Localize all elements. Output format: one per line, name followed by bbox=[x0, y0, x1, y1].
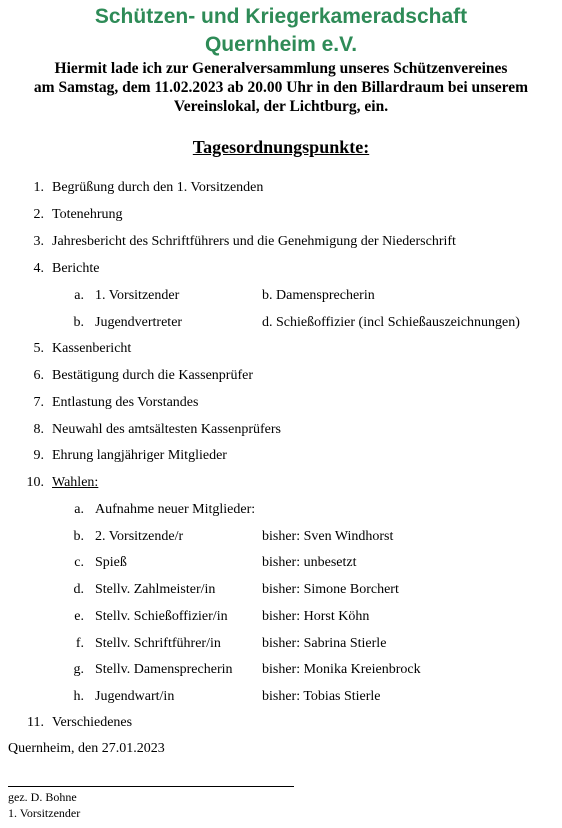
subitem-previous-holder: bisher: Simone Borchert bbox=[262, 582, 399, 597]
agenda-item bbox=[0, 366, 562, 386]
agenda-subitem bbox=[0, 660, 562, 680]
club-name: Schützen- und Kriegerkameradschaft bbox=[94, 5, 468, 28]
subitem-role: Spieß bbox=[95, 555, 127, 570]
place-and-date: Quernheim, den 27.01.2023 bbox=[8, 741, 165, 756]
agenda-item-number: 2. bbox=[33, 207, 44, 222]
subitem-text-secondary: b. Damensprecherin bbox=[262, 288, 375, 303]
agenda-item bbox=[0, 393, 562, 413]
agenda-item-number: 4. bbox=[33, 261, 44, 276]
agenda-subitem bbox=[0, 527, 562, 547]
agenda-item-text: Wahlen: bbox=[52, 475, 99, 490]
agenda-subitem bbox=[0, 500, 562, 520]
subitem-previous-holder: bisher: Tobias Stierle bbox=[262, 689, 381, 704]
subitem-previous-holder: bisher: Sabrina Stierle bbox=[262, 636, 387, 651]
agenda-item bbox=[0, 420, 562, 440]
subitem-role: Jugendwart/in bbox=[95, 689, 175, 704]
agenda-item-text: Ehrung langjähriger Mitglieder bbox=[52, 448, 227, 463]
invitation-text bbox=[0, 59, 562, 116]
agenda-item-number: 5. bbox=[33, 341, 44, 356]
agenda-item-number: 9. bbox=[33, 448, 44, 463]
agenda-item-text: Verschiedenes bbox=[52, 715, 133, 730]
club-location: Quernheim e.V. bbox=[204, 33, 358, 56]
subitem-role: 2. Vorsitzende/r bbox=[95, 529, 184, 544]
signature-name: gez. D. Bohne bbox=[8, 790, 77, 804]
agenda-item-number: 11. bbox=[27, 715, 44, 730]
agenda-item bbox=[0, 446, 562, 466]
agenda-item-number: 3. bbox=[33, 234, 44, 249]
agenda-item-text: Bestätigung durch die Kassenprüfer bbox=[52, 368, 253, 383]
subitem-letter: c. bbox=[74, 555, 84, 570]
subitem-role: Aufnahme neuer Mitglieder: bbox=[95, 502, 256, 517]
invitation-line: Vereinslokal, der Lichtburg, ein. bbox=[173, 98, 389, 115]
agenda-item-text: Begrüßung durch den 1. Vorsitzenden bbox=[52, 180, 264, 195]
subitem-letter: a. bbox=[74, 502, 84, 517]
agenda-item-text: Neuwahl des amtsältesten Kassenprüfers bbox=[52, 422, 281, 437]
signature-line bbox=[8, 786, 294, 787]
agenda-subitem bbox=[0, 313, 562, 333]
agenda-heading: Tagesordnungspunkte: bbox=[192, 137, 370, 157]
invitation-line: Hiermit lade ich zur Generalversammlung unseres Schützenvereines bbox=[54, 60, 508, 77]
signature-role: 1. Vorsitzender bbox=[8, 806, 81, 820]
agenda-item-number: 10. bbox=[26, 475, 44, 490]
invitation-line: am Samstag, dem 11.02.2023 ab 20.00 Uhr in den Billardraum bei unserem bbox=[33, 79, 529, 96]
agenda-subitem bbox=[0, 553, 562, 573]
subitem-previous-holder: bisher: Sven Windhorst bbox=[262, 529, 394, 544]
agenda-item-number: 6. bbox=[33, 368, 44, 383]
agenda-subitem bbox=[0, 607, 562, 627]
agenda-item bbox=[0, 178, 562, 198]
agenda-item-text: Berichte bbox=[52, 261, 100, 276]
subitem-letter: b. bbox=[73, 529, 84, 544]
agenda-subitem bbox=[0, 687, 562, 707]
subitem-previous-holder: bisher: unbesetzt bbox=[262, 555, 357, 570]
agenda-item bbox=[0, 259, 562, 279]
subitem-role: Stellv. Schießoffizier/in bbox=[95, 609, 228, 624]
subitem-letter: a. bbox=[74, 288, 84, 303]
subitem-letter: g. bbox=[73, 662, 84, 677]
agenda-item-text: Totenehrung bbox=[52, 207, 123, 222]
agenda-item-number: 1. bbox=[33, 180, 44, 195]
subitem-previous-holder: bisher: Horst Köhn bbox=[262, 609, 370, 624]
subitem-letter: h. bbox=[73, 689, 84, 704]
agenda-item-text: Kassenbericht bbox=[52, 341, 132, 356]
subitem-letter: b. bbox=[73, 315, 84, 330]
agenda-item bbox=[0, 713, 562, 733]
subitem-text: Jugendvertreter bbox=[95, 315, 183, 330]
agenda-subitem bbox=[0, 286, 562, 306]
subitem-letter: f. bbox=[75, 636, 84, 651]
subitem-text-secondary: d. Schießoffizier (incl Schießauszeichnungen) bbox=[262, 315, 520, 330]
agenda-subitem bbox=[0, 580, 562, 600]
agenda-item bbox=[0, 232, 562, 252]
agenda-item-text: Entlastung des Vorstandes bbox=[52, 395, 199, 410]
subitem-text: 1. Vorsitzender bbox=[95, 288, 180, 303]
subitem-previous-holder: bisher: Monika Kreienbrock bbox=[262, 662, 421, 677]
subitem-letter: d. bbox=[73, 582, 84, 597]
subitem-role: Stellv. Damensprecherin bbox=[95, 662, 233, 677]
agenda-item-number: 7. bbox=[33, 395, 44, 410]
agenda-subitem bbox=[0, 634, 562, 654]
agenda-item-text: Jahresbericht des Schriftführers und die Genehmigung der Niederschrift bbox=[52, 234, 456, 249]
subitem-role: Stellv. Schriftführer/in bbox=[95, 636, 221, 651]
agenda-item bbox=[0, 339, 562, 359]
agenda-item bbox=[0, 473, 562, 493]
subitem-role: Stellv. Zahlmeister/in bbox=[95, 582, 216, 597]
agenda-item bbox=[0, 205, 562, 225]
subitem-letter: e. bbox=[74, 609, 84, 624]
agenda-item-number: 8. bbox=[33, 422, 44, 437]
